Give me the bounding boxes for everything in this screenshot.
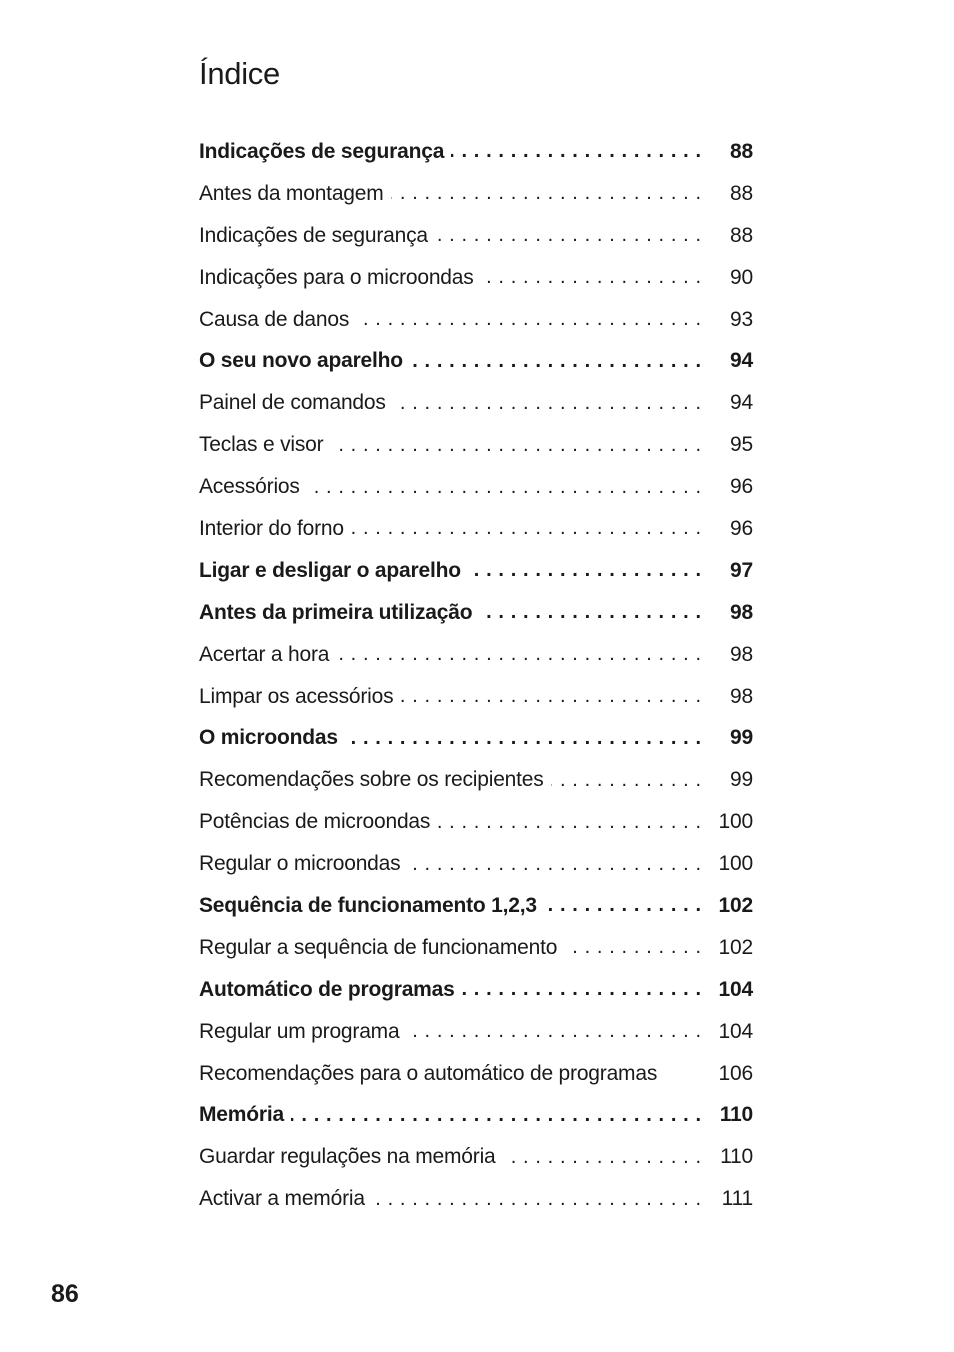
toc-entry-label: Regular a sequência de funcionamento <box>199 936 564 960</box>
toc-entry-label: Limpar os acessórios <box>199 685 400 709</box>
toc-entry-label: Antes da primeira utilização <box>199 601 479 625</box>
toc-leader-dots <box>393 392 701 415</box>
toc-leader-dots <box>336 643 701 666</box>
toc-entry[interactable] <box>199 173 753 215</box>
toc-entry-page: 110 <box>720 1145 753 1169</box>
toc-entry-page: 88 <box>730 181 753 205</box>
toc-leader-dots <box>564 936 701 959</box>
toc-entry-label: Indicações para o microondas <box>199 266 481 290</box>
toc-entry[interactable] <box>199 1136 753 1178</box>
toc-section-entry[interactable] <box>199 340 753 382</box>
toc-entry[interactable] <box>199 215 753 257</box>
toc-entry-page: 90 <box>730 265 753 289</box>
toc-entry-page: 93 <box>730 307 753 331</box>
toc-entry[interactable] <box>199 466 753 508</box>
toc-entry-label: Recomendações sobre os recipientes <box>199 768 551 792</box>
toc-entry-label: Indicações de segurança <box>199 224 435 248</box>
toc-entry-label: Acertar a hora <box>199 643 336 667</box>
page-number: 86 <box>51 1280 79 1308</box>
toc-entry-page: 104 <box>718 1019 753 1043</box>
toc-entry-page: 98 <box>730 600 753 624</box>
toc-entry-label: Ligar e desligar o aparelho <box>199 559 468 583</box>
toc-entry-label: Guardar regulações na memória <box>199 1145 503 1169</box>
toc-leader-dots <box>410 350 701 373</box>
toc-entry-page: 88 <box>730 223 753 247</box>
toc-leader-dots <box>372 1188 701 1211</box>
toc-entry-label: Activar a memória <box>199 1187 372 1211</box>
toc-entry-label: Sequência de funcionamento 1,2,3 <box>199 894 544 918</box>
toc-leader-dots <box>437 811 701 834</box>
toc-leader-dots <box>407 853 701 876</box>
toc-leader-dots <box>435 224 701 247</box>
toc-leader-dots <box>356 308 701 331</box>
toc-entry-label: Recomendações para o automático de programas <box>199 1062 664 1086</box>
toc-entry-page: 110 <box>719 1103 753 1127</box>
toc-entry-page: 96 <box>730 516 753 540</box>
toc-entry-label: Regular um programa <box>199 1020 406 1044</box>
toc-entry[interactable] <box>199 1011 753 1053</box>
toc-entry-page: 99 <box>730 768 753 792</box>
toc-entry-page: 102 <box>718 935 753 959</box>
toc-entry[interactable] <box>199 801 753 843</box>
toc-entry-page: 104 <box>718 977 753 1001</box>
toc-entry-label: O seu novo aparelho <box>199 349 410 373</box>
toc-leader-dots <box>479 601 701 624</box>
toc-entry-page: 94 <box>730 391 753 415</box>
toc-section-entry[interactable] <box>199 131 753 173</box>
toc-entry-label: O microondas <box>199 726 345 750</box>
toc-entry-page: 99 <box>730 726 753 750</box>
toc-entry[interactable] <box>199 1178 753 1220</box>
toc-leader-dots <box>468 559 701 582</box>
toc-entry-label: Regular o microondas <box>199 852 407 876</box>
toc-entry-label: Antes da montagem <box>199 182 391 206</box>
toc-section-entry[interactable] <box>199 592 753 634</box>
toc-entry[interactable] <box>199 634 753 676</box>
toc-leader-dots <box>351 517 701 540</box>
toc-entry-label: Interior do forno <box>199 517 351 541</box>
toc-leader-dots <box>481 266 701 289</box>
toc-entry[interactable] <box>199 843 753 885</box>
toc-entry-page: 98 <box>730 642 753 666</box>
toc-section-entry[interactable] <box>199 550 753 592</box>
toc-entry-page: 102 <box>718 893 753 917</box>
toc-leader-dots <box>345 727 701 750</box>
toc-leader-dots <box>503 1146 701 1169</box>
toc-leader-dots <box>400 685 701 708</box>
toc-entry-page: 106 <box>718 1061 753 1085</box>
table-of-contents <box>199 131 753 1220</box>
toc-entry[interactable] <box>199 759 753 801</box>
toc-entry-page: 100 <box>718 852 753 876</box>
toc-entry[interactable] <box>199 382 753 424</box>
page-title: Índice <box>199 56 280 91</box>
toc-section-entry[interactable] <box>199 1094 753 1136</box>
toc-entry-label: Automático de programas <box>199 978 462 1002</box>
toc-entry-page: 97 <box>730 558 753 582</box>
toc-entry-label: Causa de danos <box>199 308 356 332</box>
toc-leader-dots <box>544 894 701 917</box>
toc-leader-dots <box>291 1104 701 1127</box>
toc-leader-dots <box>451 140 701 163</box>
toc-section-entry[interactable] <box>199 969 753 1011</box>
toc-entry-label: Painel de comandos <box>199 391 393 415</box>
toc-entry-page: 98 <box>730 684 753 708</box>
toc-entry-page: 94 <box>730 349 753 373</box>
toc-section-entry[interactable] <box>199 885 753 927</box>
toc-entry[interactable] <box>199 424 753 466</box>
toc-leader-dots <box>551 769 701 792</box>
toc-entry-page: 111 <box>721 1187 753 1211</box>
toc-entry-label: Acessórios <box>199 475 307 499</box>
toc-entry-page: 100 <box>718 810 753 834</box>
toc-entry[interactable] <box>199 257 753 299</box>
toc-leader-dots <box>406 1020 701 1043</box>
toc-entry[interactable] <box>199 299 753 341</box>
toc-entry-page: 95 <box>730 433 753 457</box>
toc-leader-dots <box>391 182 701 205</box>
toc-entry-label: Indicações de segurança <box>199 140 451 164</box>
toc-entry[interactable] <box>199 676 753 718</box>
toc-leader-dots <box>307 476 701 499</box>
toc-leader-dots <box>330 434 701 457</box>
toc-entry-label: Teclas e visor <box>199 433 330 457</box>
toc-entry-label: Potências de microondas <box>199 810 437 834</box>
toc-entry-page: 96 <box>730 475 753 499</box>
toc-leader-dots <box>462 978 701 1001</box>
toc-entry-page: 88 <box>730 139 753 163</box>
toc-entry-label: Memória <box>199 1103 291 1127</box>
toc-entry[interactable] <box>199 927 753 969</box>
toc-section-entry[interactable] <box>199 717 753 759</box>
toc-entry[interactable] <box>199 1053 753 1095</box>
toc-entry[interactable] <box>199 508 753 550</box>
